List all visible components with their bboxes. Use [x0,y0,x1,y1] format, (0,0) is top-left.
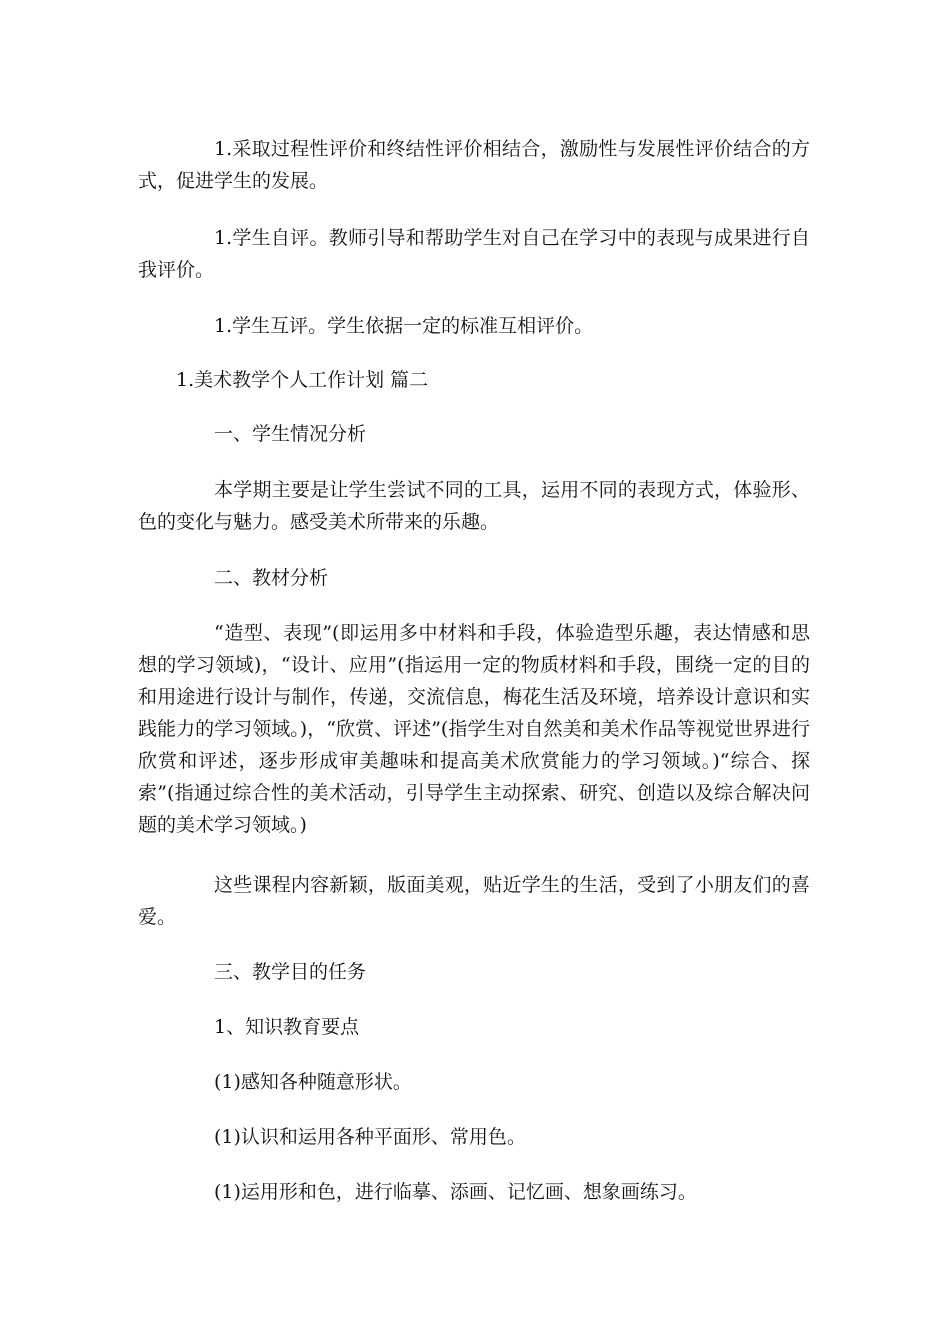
paragraph-textbook-analysis: “造型、表现”(即运用多中材料和手段，体验造型乐趣，表达情感和思想的学习领域)，“设计、应用”(指运用一定的物质材料和手段，围绕一定的目的和用途进行设计与制作，传递，交流信息，梅花生活及环境，培养设计意识和实践能力的学习领域。)，“欣赏、评述”(指学生对自然美和美术作品等视觉世界进行欣赏和评述，逐步形成审美趣味和提高美术欣赏能力的学习领域。)“综合、探索”(指通过综合性的美术活动，引导学生主动探索、研究、创造以及综合解决问题的美术学习领域。) [138,622,810,836]
heading-textbook-analysis: 二、教材分析 [214,567,329,589]
paragraph-evaluation-method: 1.采取过程性评价和终结性评价相结合，激励性与发展性评价结合的方式，促进学生的发展。 [138,138,810,192]
paragraph-peer-evaluation: 1.学生互评。学生依据一定的标准互相评价。 [214,315,594,337]
subheading-knowledge-points: 1、知识教育要点 [214,1016,360,1038]
heading-teaching-objectives: 三、教学目的任务 [214,961,367,983]
paragraph-self-evaluation: 1.学生自评。教师引导和帮助学生对自己在学习中的表现与成果进行自我评价。 [138,227,810,281]
list-item-plane-shapes-colors: (1)认识和运用各种平面形、常用色。 [214,1126,526,1148]
paragraph-course-content: 这些课程内容新颖，版面美观，贴近学生的生活，受到了小朋友们的喜爱。 [138,874,810,928]
paragraph-student-analysis: 本学期主要是让学生尝试不同的工具，运用不同的表现方式，体验形、色的变化与魅力。感受美术所带来的乐趣。 [138,479,810,533]
section-title-part-two: 1.美术教学个人工作计划 篇二 [176,369,429,391]
heading-student-analysis: 一、学生情况分析 [214,423,367,445]
list-item-drawing-practice: (1)运用形和色，进行临摹、添画、记忆画、想象画练习。 [214,1181,697,1203]
list-item-random-shapes: (1)感知各种随意形状。 [214,1071,412,1093]
